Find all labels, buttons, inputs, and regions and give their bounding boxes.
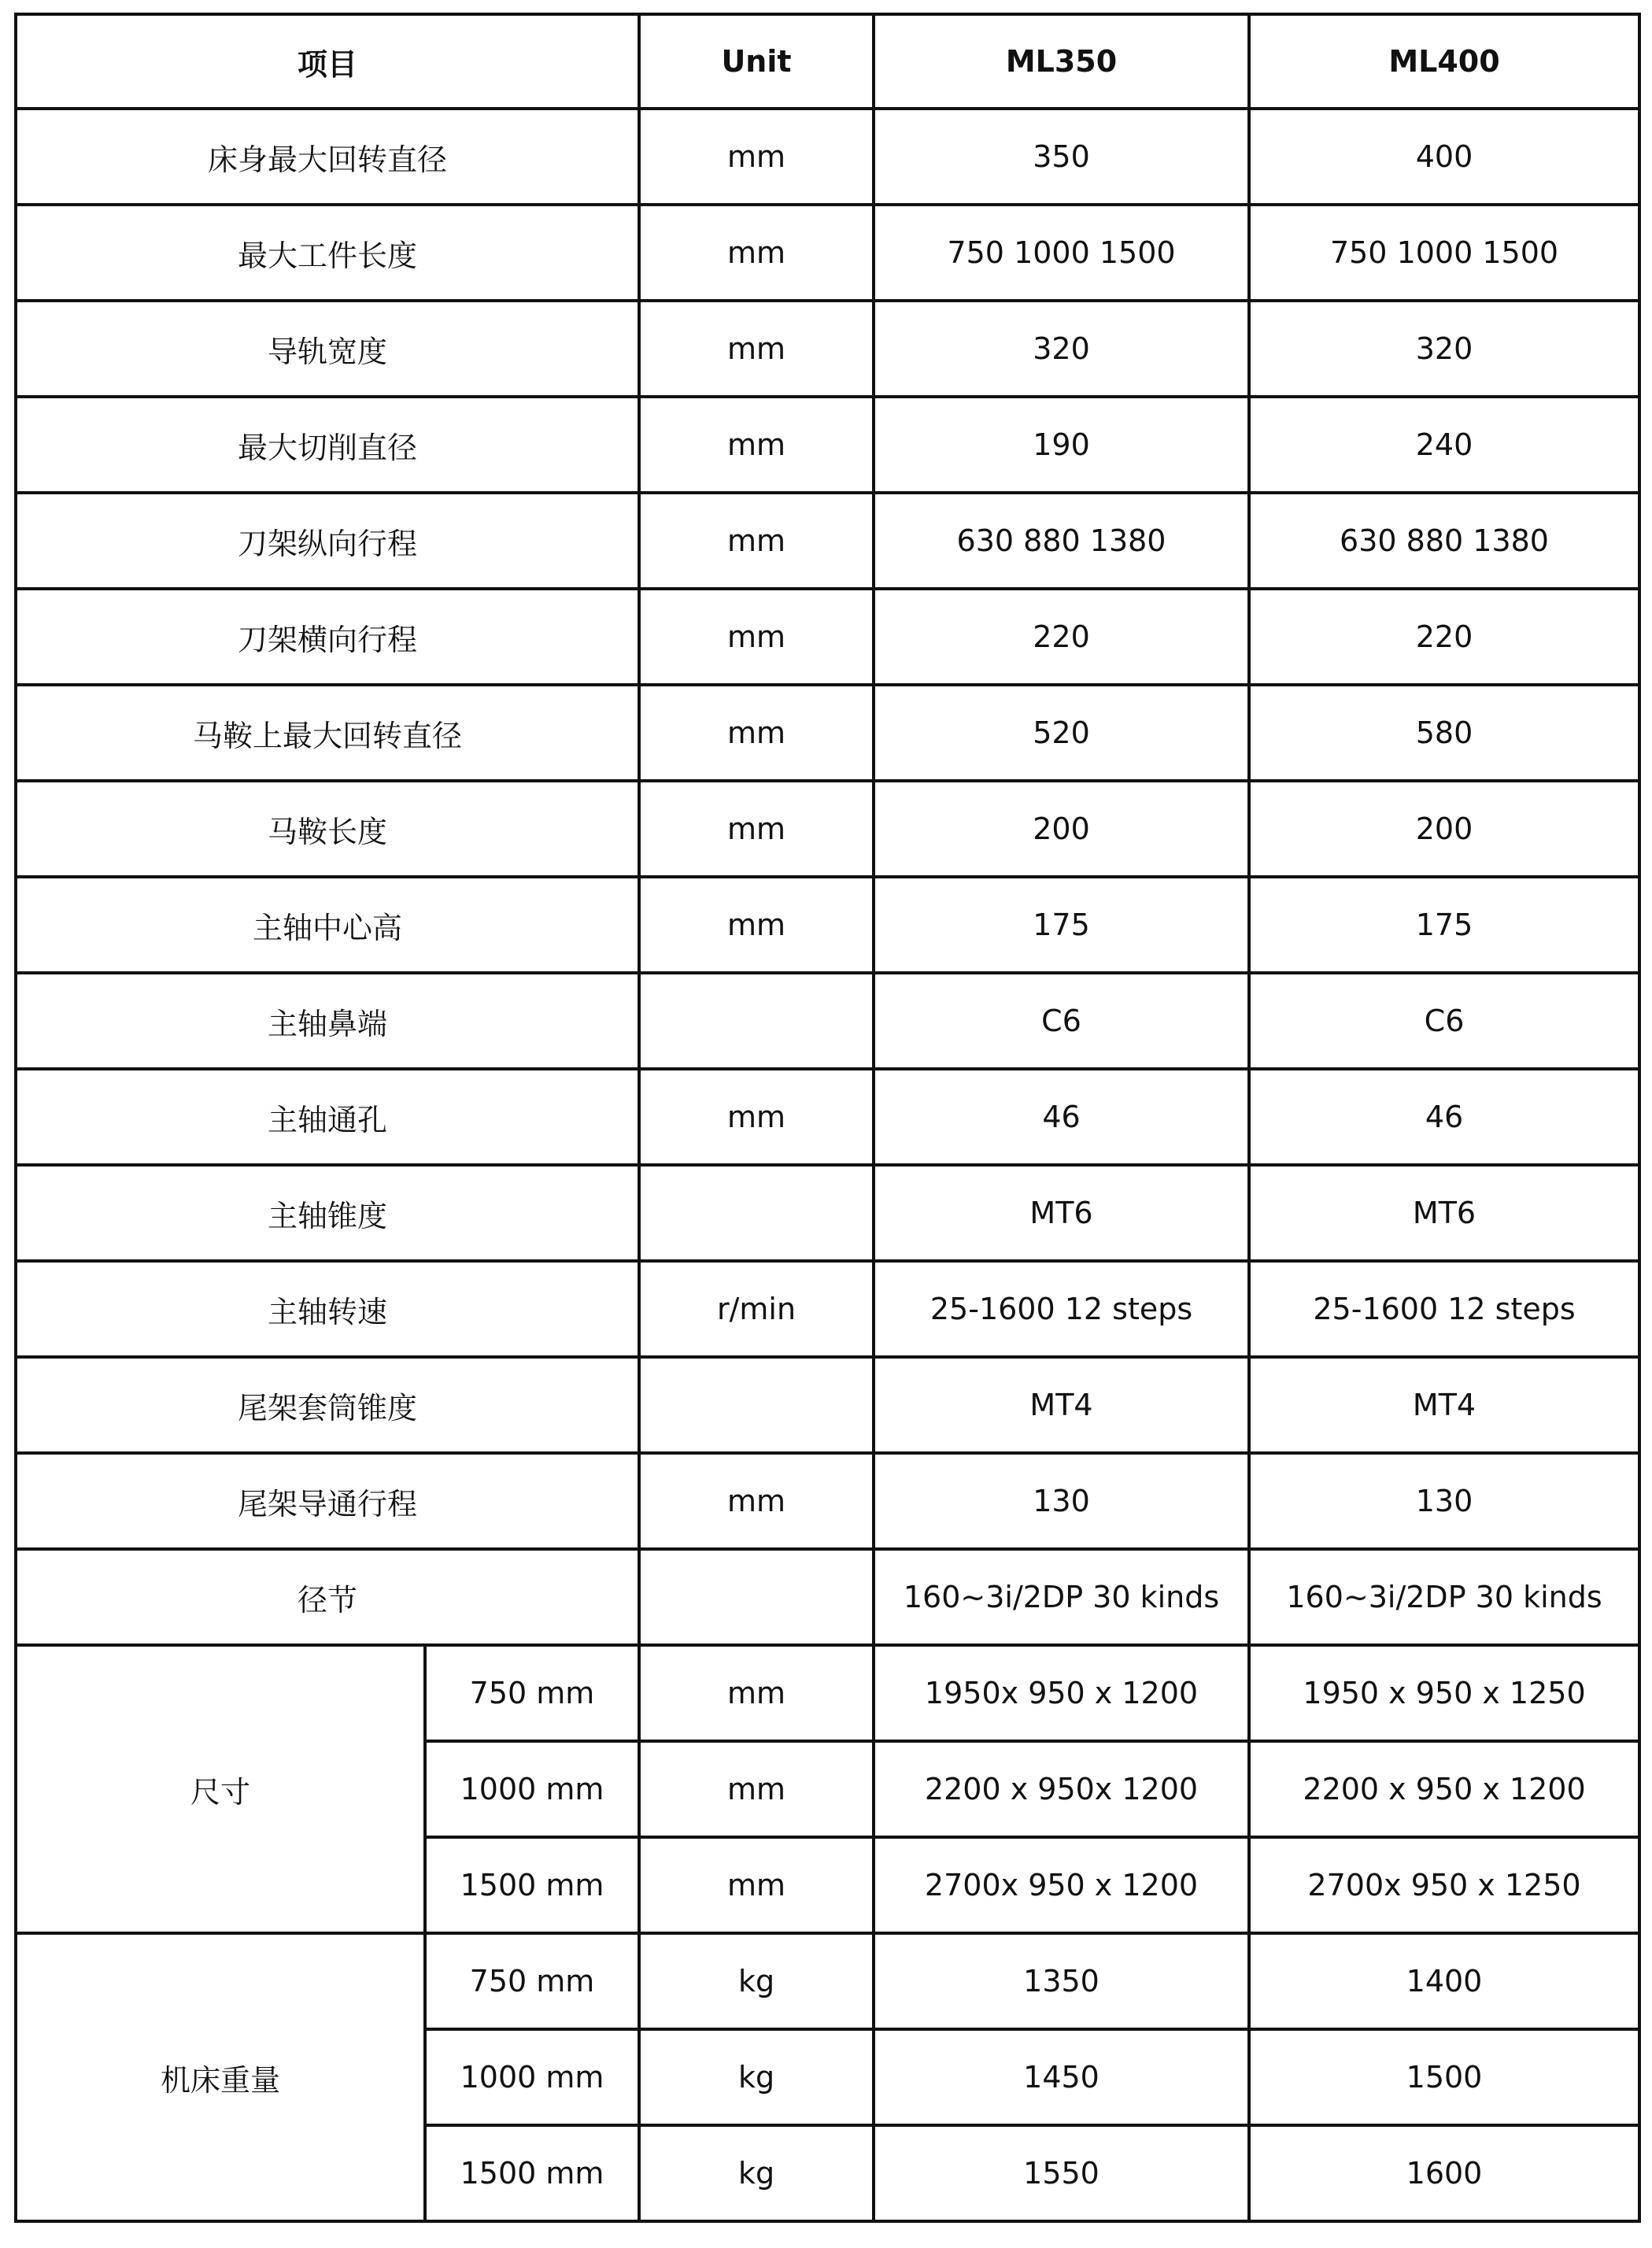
sub-length-cell: 1500 mm bbox=[425, 1837, 639, 1933]
group-label-cell: 尺寸 bbox=[16, 1645, 425, 1933]
table-row bbox=[16, 1645, 1639, 1741]
ml350-cell: 220 bbox=[874, 589, 1249, 685]
item-cell: 马鞍上最大回转直径 bbox=[16, 685, 639, 781]
table-row bbox=[16, 877, 1639, 973]
item-cell: 尾架套筒锥度 bbox=[16, 1357, 639, 1453]
ml350-cell: 520 bbox=[874, 685, 1249, 781]
ml400-cell: 25-1600 12 steps bbox=[1249, 1261, 1639, 1357]
ml400-cell: 2200 x 950 x 1200 bbox=[1249, 1741, 1639, 1837]
ml400-cell: MT6 bbox=[1249, 1165, 1639, 1261]
unit-cell bbox=[639, 1549, 874, 1645]
table-row bbox=[16, 109, 1639, 205]
ml350-cell: 2200 x 950x 1200 bbox=[874, 1741, 1249, 1837]
unit-cell: mm bbox=[639, 301, 874, 397]
item-cell: 主轴锥度 bbox=[16, 1165, 639, 1261]
table-row bbox=[16, 1933, 1639, 2029]
ml400-cell: 46 bbox=[1249, 1069, 1639, 1165]
unit-cell: kg bbox=[639, 2125, 874, 2221]
ml400-cell: 130 bbox=[1249, 1453, 1639, 1549]
sub-length-cell: 1000 mm bbox=[425, 2029, 639, 2125]
item-cell: 刀架纵向行程 bbox=[16, 493, 639, 589]
ml350-cell: 1350 bbox=[874, 1933, 1249, 2029]
ml350-cell: 200 bbox=[874, 781, 1249, 877]
table-row bbox=[16, 301, 1639, 397]
ml350-cell: MT4 bbox=[874, 1357, 1249, 1453]
item-cell: 主轴鼻端 bbox=[16, 973, 639, 1069]
ml350-cell: 160~3i/2DP 30 kinds bbox=[874, 1549, 1249, 1645]
ml400-cell: 750 1000 1500 bbox=[1249, 205, 1639, 301]
unit-cell bbox=[639, 973, 874, 1069]
ml350-cell: 25-1600 12 steps bbox=[874, 1261, 1249, 1357]
sub-length-cell: 750 mm bbox=[425, 1645, 639, 1741]
ml350-cell: 320 bbox=[874, 301, 1249, 397]
unit-cell bbox=[639, 1357, 874, 1453]
unit-cell: mm bbox=[639, 781, 874, 877]
item-cell: 床身最大回转直径 bbox=[16, 109, 639, 205]
unit-cell: mm bbox=[639, 1453, 874, 1549]
table-row bbox=[16, 1069, 1639, 1165]
unit-cell: mm bbox=[639, 685, 874, 781]
table-row bbox=[16, 1261, 1639, 1357]
header-ml400: ML400 bbox=[1249, 14, 1639, 109]
ml400-cell: 1950 x 950 x 1250 bbox=[1249, 1645, 1639, 1741]
table-row bbox=[16, 973, 1639, 1069]
ml400-cell: 1600 bbox=[1249, 2125, 1639, 2221]
table-row bbox=[16, 781, 1639, 877]
spec-table-body bbox=[16, 14, 1639, 2221]
ml400-cell: 320 bbox=[1249, 301, 1639, 397]
group-label-cell: 机床重量 bbox=[16, 1933, 425, 2221]
unit-cell: mm bbox=[639, 109, 874, 205]
ml350-cell: 1450 bbox=[874, 2029, 1249, 2125]
ml400-cell: 200 bbox=[1249, 781, 1639, 877]
spec-table bbox=[14, 13, 1641, 2223]
header-unit: Unit bbox=[639, 14, 874, 109]
ml400-cell: 400 bbox=[1249, 109, 1639, 205]
table-row bbox=[16, 589, 1639, 685]
item-cell: 马鞍长度 bbox=[16, 781, 639, 877]
table-row bbox=[16, 1165, 1639, 1261]
item-cell: 最大切削直径 bbox=[16, 397, 639, 493]
unit-cell: mm bbox=[639, 1645, 874, 1741]
unit-cell: mm bbox=[639, 1837, 874, 1933]
ml400-cell: 240 bbox=[1249, 397, 1639, 493]
unit-cell: mm bbox=[639, 493, 874, 589]
ml350-cell: 750 1000 1500 bbox=[874, 205, 1249, 301]
ml400-cell: C6 bbox=[1249, 973, 1639, 1069]
ml350-cell: 175 bbox=[874, 877, 1249, 973]
table-row bbox=[16, 205, 1639, 301]
ml400-cell: 1500 bbox=[1249, 2029, 1639, 2125]
unit-cell: mm bbox=[639, 1741, 874, 1837]
item-cell: 主轴通孔 bbox=[16, 1069, 639, 1165]
header-row bbox=[16, 14, 1639, 109]
sub-length-cell: 1000 mm bbox=[425, 1741, 639, 1837]
ml400-cell: 220 bbox=[1249, 589, 1639, 685]
unit-cell: kg bbox=[639, 1933, 874, 2029]
unit-cell: kg bbox=[639, 2029, 874, 2125]
unit-cell: mm bbox=[639, 205, 874, 301]
unit-cell: r/min bbox=[639, 1261, 874, 1357]
header-ml350: ML350 bbox=[874, 14, 1249, 109]
table-row bbox=[16, 1453, 1639, 1549]
ml350-cell: 46 bbox=[874, 1069, 1249, 1165]
ml400-cell: 175 bbox=[1249, 877, 1639, 973]
table-row bbox=[16, 397, 1639, 493]
sub-length-cell: 750 mm bbox=[425, 1933, 639, 2029]
ml400-cell: 2700x 950 x 1250 bbox=[1249, 1837, 1639, 1933]
item-cell: 主轴转速 bbox=[16, 1261, 639, 1357]
ml350-cell: 1950x 950 x 1200 bbox=[874, 1645, 1249, 1741]
item-cell: 径节 bbox=[16, 1549, 639, 1645]
ml400-cell: MT4 bbox=[1249, 1357, 1639, 1453]
table-row bbox=[16, 1357, 1639, 1453]
unit-cell: mm bbox=[639, 1069, 874, 1165]
table-row bbox=[16, 493, 1639, 589]
ml350-cell: 350 bbox=[874, 109, 1249, 205]
unit-cell: mm bbox=[639, 589, 874, 685]
ml400-cell: 1400 bbox=[1249, 1933, 1639, 2029]
item-cell: 主轴中心高 bbox=[16, 877, 639, 973]
ml350-cell: 190 bbox=[874, 397, 1249, 493]
ml350-cell: 2700x 950 x 1200 bbox=[874, 1837, 1249, 1933]
ml400-cell: 160~3i/2DP 30 kinds bbox=[1249, 1549, 1639, 1645]
ml400-cell: 580 bbox=[1249, 685, 1639, 781]
ml400-cell: 630 880 1380 bbox=[1249, 493, 1639, 589]
unit-cell: mm bbox=[639, 397, 874, 493]
table-row bbox=[16, 685, 1639, 781]
ml350-cell: 630 880 1380 bbox=[874, 493, 1249, 589]
sub-length-cell: 1500 mm bbox=[425, 2125, 639, 2221]
ml350-cell: MT6 bbox=[874, 1165, 1249, 1261]
ml350-cell: 1550 bbox=[874, 2125, 1249, 2221]
item-cell: 尾架导通行程 bbox=[16, 1453, 639, 1549]
item-cell: 导轨宽度 bbox=[16, 301, 639, 397]
unit-cell bbox=[639, 1165, 874, 1261]
header-item: 项目 bbox=[16, 14, 639, 109]
ml350-cell: 130 bbox=[874, 1453, 1249, 1549]
item-cell: 最大工件长度 bbox=[16, 205, 639, 301]
table-row bbox=[16, 1549, 1639, 1645]
ml350-cell: C6 bbox=[874, 973, 1249, 1069]
item-cell: 刀架横向行程 bbox=[16, 589, 639, 685]
unit-cell: mm bbox=[639, 877, 874, 973]
